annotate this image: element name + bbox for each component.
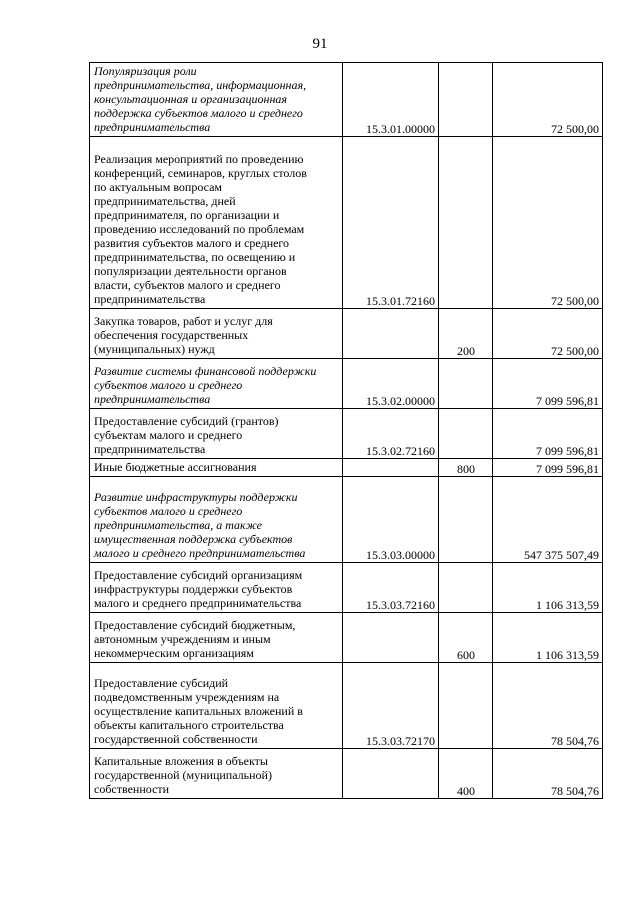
- target-article-code: 15.3.01.00000: [343, 63, 439, 137]
- expense-type-code: 200: [439, 309, 493, 359]
- table-row: [90, 309, 603, 359]
- table-row: [90, 477, 603, 563]
- amount-cell: 72 500,00: [493, 137, 603, 309]
- item-name-cell: [90, 63, 343, 137]
- amount-cell: 78 504,76: [493, 663, 603, 749]
- item-name: Закупка товаров, работ и услуг для обеспечения государственных (муниципальных) нужд: [94, 314, 273, 356]
- table-row: [90, 663, 603, 749]
- item-name-cell: [90, 663, 343, 749]
- table-row: [90, 359, 603, 409]
- item-name: Иные бюджетные ассигнования: [94, 460, 257, 474]
- item-name-cell: [90, 309, 343, 359]
- target-article-code: [343, 459, 439, 477]
- table-row: [90, 63, 603, 137]
- item-name: Развитие системы финансовой поддержки субъектов малого и среднего предпринимательства: [94, 364, 317, 406]
- amount-cell: 7 099 596,81: [493, 359, 603, 409]
- amount-cell: 7 099 596,81: [493, 459, 603, 477]
- item-name-cell: [90, 137, 343, 309]
- item-name-cell: [90, 563, 343, 613]
- table-row: [90, 749, 603, 799]
- item-name: Предоставление субсидий (грантов) субъектам малого и среднего предпринимательства: [94, 414, 279, 456]
- item-name: Капитальные вложения в объекты государственной (муниципальной) собственности: [94, 754, 272, 796]
- amount-cell: 1 106 313,59: [493, 613, 603, 663]
- item-name-cell: [90, 749, 343, 799]
- item-name-cell: [90, 613, 343, 663]
- expense-type-code: 800: [439, 459, 493, 477]
- item-name: Предоставление субсидий организациям инфраструктуры поддержки субъектов малого и среднего предпринимательства: [94, 568, 303, 610]
- item-name-cell: [90, 409, 343, 459]
- page-number: 91: [312, 36, 328, 52]
- expense-type-code: [439, 563, 493, 613]
- table-row: [90, 563, 603, 613]
- item-name: Предоставление субсидий бюджетным, автономным учреждениям и иным некоммерческим организациям: [94, 618, 296, 660]
- expense-type-code: [439, 63, 493, 137]
- target-article-code: [343, 613, 439, 663]
- budget-table: [89, 62, 603, 799]
- item-name-cell: [90, 359, 343, 409]
- amount-cell: 72 500,00: [493, 63, 603, 137]
- table-row: [90, 137, 603, 309]
- expense-type-code: [439, 663, 493, 749]
- item-name-cell: [90, 459, 343, 477]
- target-article-code: 15.3.03.72160: [343, 563, 439, 613]
- target-article-code: 15.3.02.00000: [343, 359, 439, 409]
- item-name-cell: [90, 477, 343, 563]
- item-name: Развитие инфраструктуры поддержки субъектов малого и среднего предпринимательства, а также имущественная поддержка субъектов малого и среднего предпринимательства: [94, 490, 306, 560]
- expense-type-code: [439, 359, 493, 409]
- amount-cell: 7 099 596,81: [493, 409, 603, 459]
- item-name: Популяризация роли предпринимательства, информационная, консультационная и организационная поддержка субъектов малого и среднего предпринимательства: [94, 64, 307, 134]
- table-row: [90, 409, 603, 459]
- amount-cell: 72 500,00: [493, 309, 603, 359]
- target-article-code: 15.3.02.72160: [343, 409, 439, 459]
- target-article-code: 15.3.01.72160: [343, 137, 439, 309]
- item-name: Предоставление субсидий подведомственным учреждениям на осуществление капитальных вложений в объекты капитального строительства государственной собственности: [94, 676, 303, 746]
- table-row: [90, 613, 603, 663]
- amount-cell: 78 504,76: [493, 749, 603, 799]
- target-article-code: 15.3.03.00000: [343, 477, 439, 563]
- item-name: Реализация мероприятий по проведению конференций, семинаров, круглых столов по актуальным вопросам предпринимательства, дней предпринимателя, по организации и проведению исследований по проблемам развития субъектов малого и среднего предпринимательства, по освещению и популяризации деятельности органов власти, субъектов малого и среднего предпринимательства: [94, 152, 307, 306]
- expense-type-code: [439, 477, 493, 563]
- target-article-code: [343, 309, 439, 359]
- expense-type-code: 400: [439, 749, 493, 799]
- amount-cell: 1 106 313,59: [493, 563, 603, 613]
- expense-type-code: [439, 409, 493, 459]
- expense-type-code: 600: [439, 613, 493, 663]
- table-row: [90, 459, 603, 477]
- amount-cell: 547 375 507,49: [493, 477, 603, 563]
- target-article-code: 15.3.03.72170: [343, 663, 439, 749]
- target-article-code: [343, 749, 439, 799]
- expense-type-code: [439, 137, 493, 309]
